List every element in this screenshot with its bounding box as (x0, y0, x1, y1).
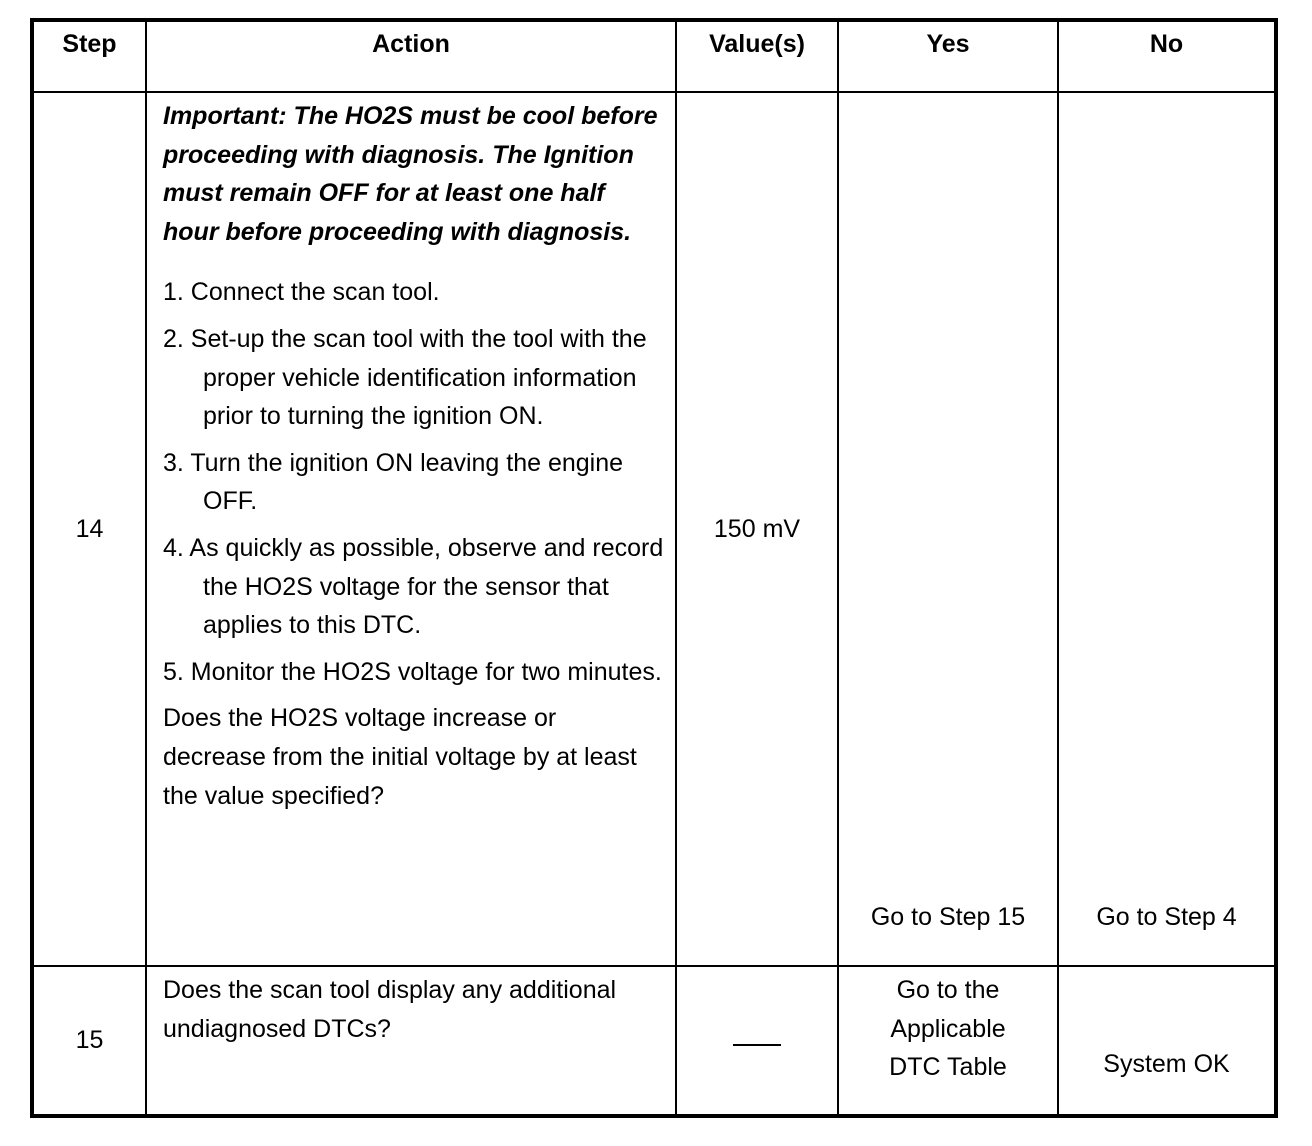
action-cell (146, 966, 676, 1114)
action-cell (146, 92, 676, 966)
header-no: No (1058, 22, 1274, 92)
yes-action (838, 966, 1058, 1114)
procedure-step: 4. As quickly as possible, observe and record the HO2S voltage for the sensor that applies to this DTC. (163, 533, 664, 640)
value-cell: 150 mV (676, 92, 838, 966)
no-action: Go to Step 4 (1058, 92, 1274, 966)
no-action: System OK (1058, 966, 1274, 1114)
diagnostic-table (34, 22, 1274, 1114)
value-cell (676, 966, 838, 1114)
diagnostic-question: Does the scan tool display any additional undiagnosed DTCs? (163, 976, 617, 1043)
header-action: Action (146, 22, 676, 92)
table-row (34, 92, 1274, 966)
yes-action-text: Go to the Applicable DTC Table (889, 976, 1007, 1082)
header-step: Step (34, 22, 146, 92)
not-applicable-dash (733, 1044, 781, 1046)
procedure-steps (163, 273, 665, 691)
procedure-step: 5. Monitor the HO2S voltage for two minutes. (163, 657, 662, 686)
step-number: 14 (34, 92, 146, 966)
header-values: Value(s) (676, 22, 838, 92)
table-header-row (34, 22, 1274, 92)
diagnostic-table-frame (30, 18, 1278, 1118)
important-note: Important: The HO2S must be cool before proceeding with diagnosis. The Ignition must remain OFF for at least one half hour before proceeding with diagnosis. (163, 102, 658, 246)
procedure-step: 1. Connect the scan tool. (163, 278, 440, 307)
procedure-step: 2. Set-up the scan tool with the tool with the proper vehicle identification information prior to turning the ignition ON. (163, 324, 647, 431)
step-number: 15 (34, 966, 146, 1114)
table-row (34, 966, 1274, 1114)
yes-action: Go to Step 15 (838, 92, 1058, 966)
diagnostic-question: Does the HO2S voltage increase or decrease from the initial voltage by at least the value specified? (163, 704, 637, 810)
procedure-step: 3. Turn the ignition ON leaving the engine OFF. (163, 448, 624, 516)
header-yes: Yes (838, 22, 1058, 92)
